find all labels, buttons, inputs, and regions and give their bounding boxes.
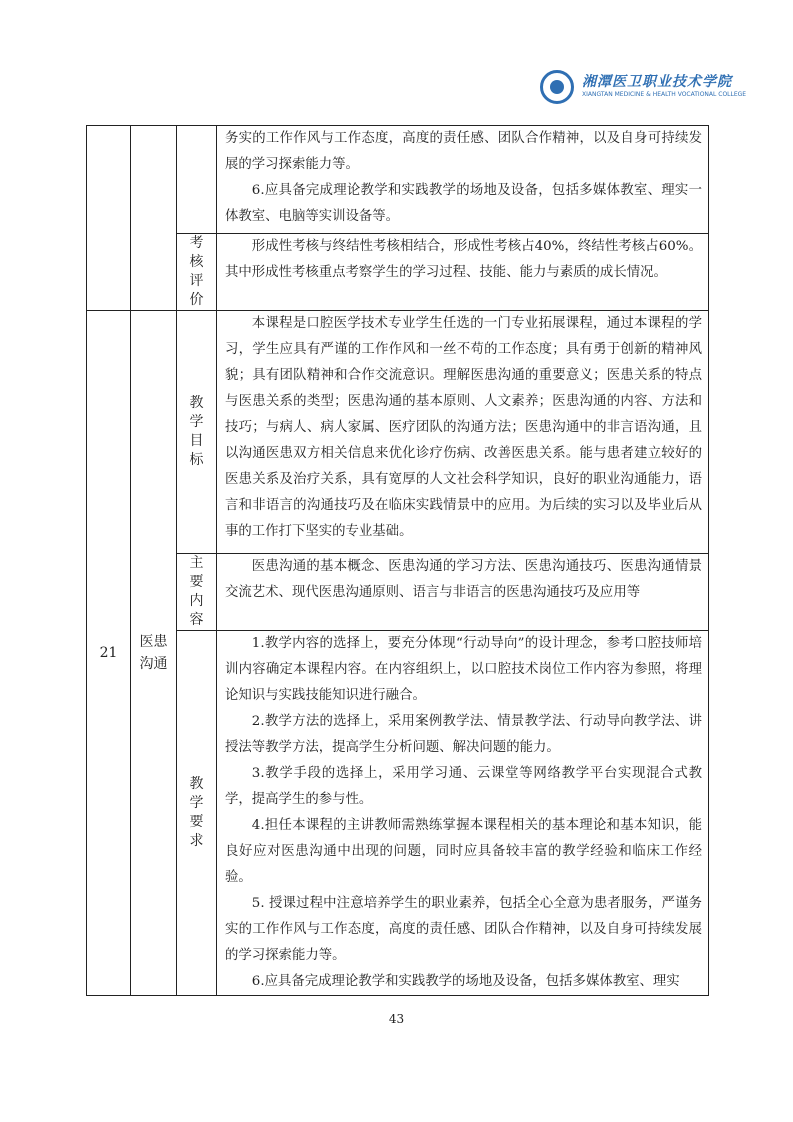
requirement-2: 2.教学方法的选择上，采用案例教学法、情景教学法、行动导向教学法、讲授法等教学方法，提高学生分析问题、解决问题的能力。 bbox=[225, 714, 702, 755]
requirements-cell bbox=[217, 631, 709, 996]
table-row bbox=[87, 311, 709, 554]
requirement-4: 4.担任本课程的主讲教师需熟练掌握本课程相关的基本理论和基本知识，能良好应对医患沟通中出现的问题，同时应具备较丰富的教学经验和临床工作经验。 bbox=[225, 818, 702, 885]
assessment-cell bbox=[217, 234, 709, 311]
table-row bbox=[87, 631, 709, 996]
course-name: 医患 沟通 bbox=[131, 311, 177, 996]
content-label: 主 要 内 容 bbox=[177, 554, 217, 631]
prev-requirement-5-cont: 务实的工作作风与工作态度，高度的责任感、团队合作精神，以及自身可持续发展的学习探索能力等。 bbox=[225, 131, 702, 172]
objectives-cell bbox=[217, 311, 709, 554]
table-row bbox=[87, 126, 709, 234]
assessment-label: 考 核 评 价 bbox=[177, 234, 217, 311]
table-row bbox=[87, 234, 709, 311]
curriculum-table bbox=[86, 125, 709, 996]
assessment-text: 形成性考核与终结性考核相结合，形成性考核占40%，终结性考核占60%。其中形成性考核重点考察学生的学习过程、技能、能力与素质的成长情况。 bbox=[225, 239, 702, 280]
requirement-3: 3.教学手段的选择上，采用学习通、云课堂等网络教学平台实现混合式教学，提高学生的参与性。 bbox=[225, 766, 702, 807]
objectives-text: 本课程是口腔医学技术专业学生任选的一门专业拓展课程，通过本课程的学习，学生应具有严谨的工作作风和一丝不苟的工作态度；具有勇于创新的精神风貌；具有团队精神和合作交流意识。理解医患沟通的重要意义；医患关系的特点与医患关系的类型；医患沟通的基本原则、人文素养；医患沟通的内容、方法和技巧；与病人、病人家属、医疗团队的沟通方法；医患沟通中的非言语沟通，且以沟通医患双方相关信息来优化诊疗伤病、改善医患关系。能与患者建立较好的医患关系及治疗关系，具有宽厚的人文社会科学知识，良好的职业沟通能力，语言和非语言的沟通技巧及在临床实践情景中的应用。为后续的实习以及毕业后从事的工作打下坚实的专业基础。 bbox=[225, 316, 702, 539]
table-row bbox=[87, 554, 709, 631]
requirement-5: 5. 授课过程中注意培养学生的职业素养，包括全心全意为患者服务，严谨务实的工作作风与工作态度，高度的责任感、团队合作精神，以及自身可持续发展的学习探索能力等。 bbox=[225, 896, 702, 963]
prev-requirements-cell bbox=[217, 126, 709, 234]
page-number: 43 bbox=[388, 1012, 405, 1026]
objectives-label: 教 学 目 标 bbox=[177, 311, 217, 554]
requirement-6: 6.应具备完成理论教学和实践教学的场地及设备，包括多媒体教室、理实 bbox=[251, 974, 680, 989]
logo-english-name: XIANGTAN MEDICINE & HEALTH VOCATIONAL COLLEGE bbox=[582, 91, 747, 98]
content-cell bbox=[217, 554, 709, 631]
logo-chinese-name: 湘潭医卫职业技术学院 bbox=[582, 74, 732, 90]
content-text: 医患沟通的基本概念、医患沟通的学习方法、医患沟通技巧、医患沟通情景交流艺术、现代医患沟通原则、语言与非语言的医患沟通技巧及应用等 bbox=[225, 559, 702, 600]
college-seal-icon bbox=[540, 70, 574, 104]
requirements-label: 教 学 要 求 bbox=[177, 631, 217, 996]
prev-requirement-6: 6.应具备完成理论教学和实践教学的场地及设备，包括多媒体教室、理实一体教室、电脑等实训设备等。 bbox=[225, 183, 702, 224]
college-logo bbox=[540, 68, 747, 108]
requirement-1: 1.教学内容的选择上，要充分体现“行动导向”的设计理念，参考口腔技师培训内容确定本课程内容。在内容组织上，以口腔技术岗位工作内容为参照，将理论知识与实践技能知识进行融合。 bbox=[225, 636, 702, 703]
course-number: 21 bbox=[87, 311, 131, 996]
